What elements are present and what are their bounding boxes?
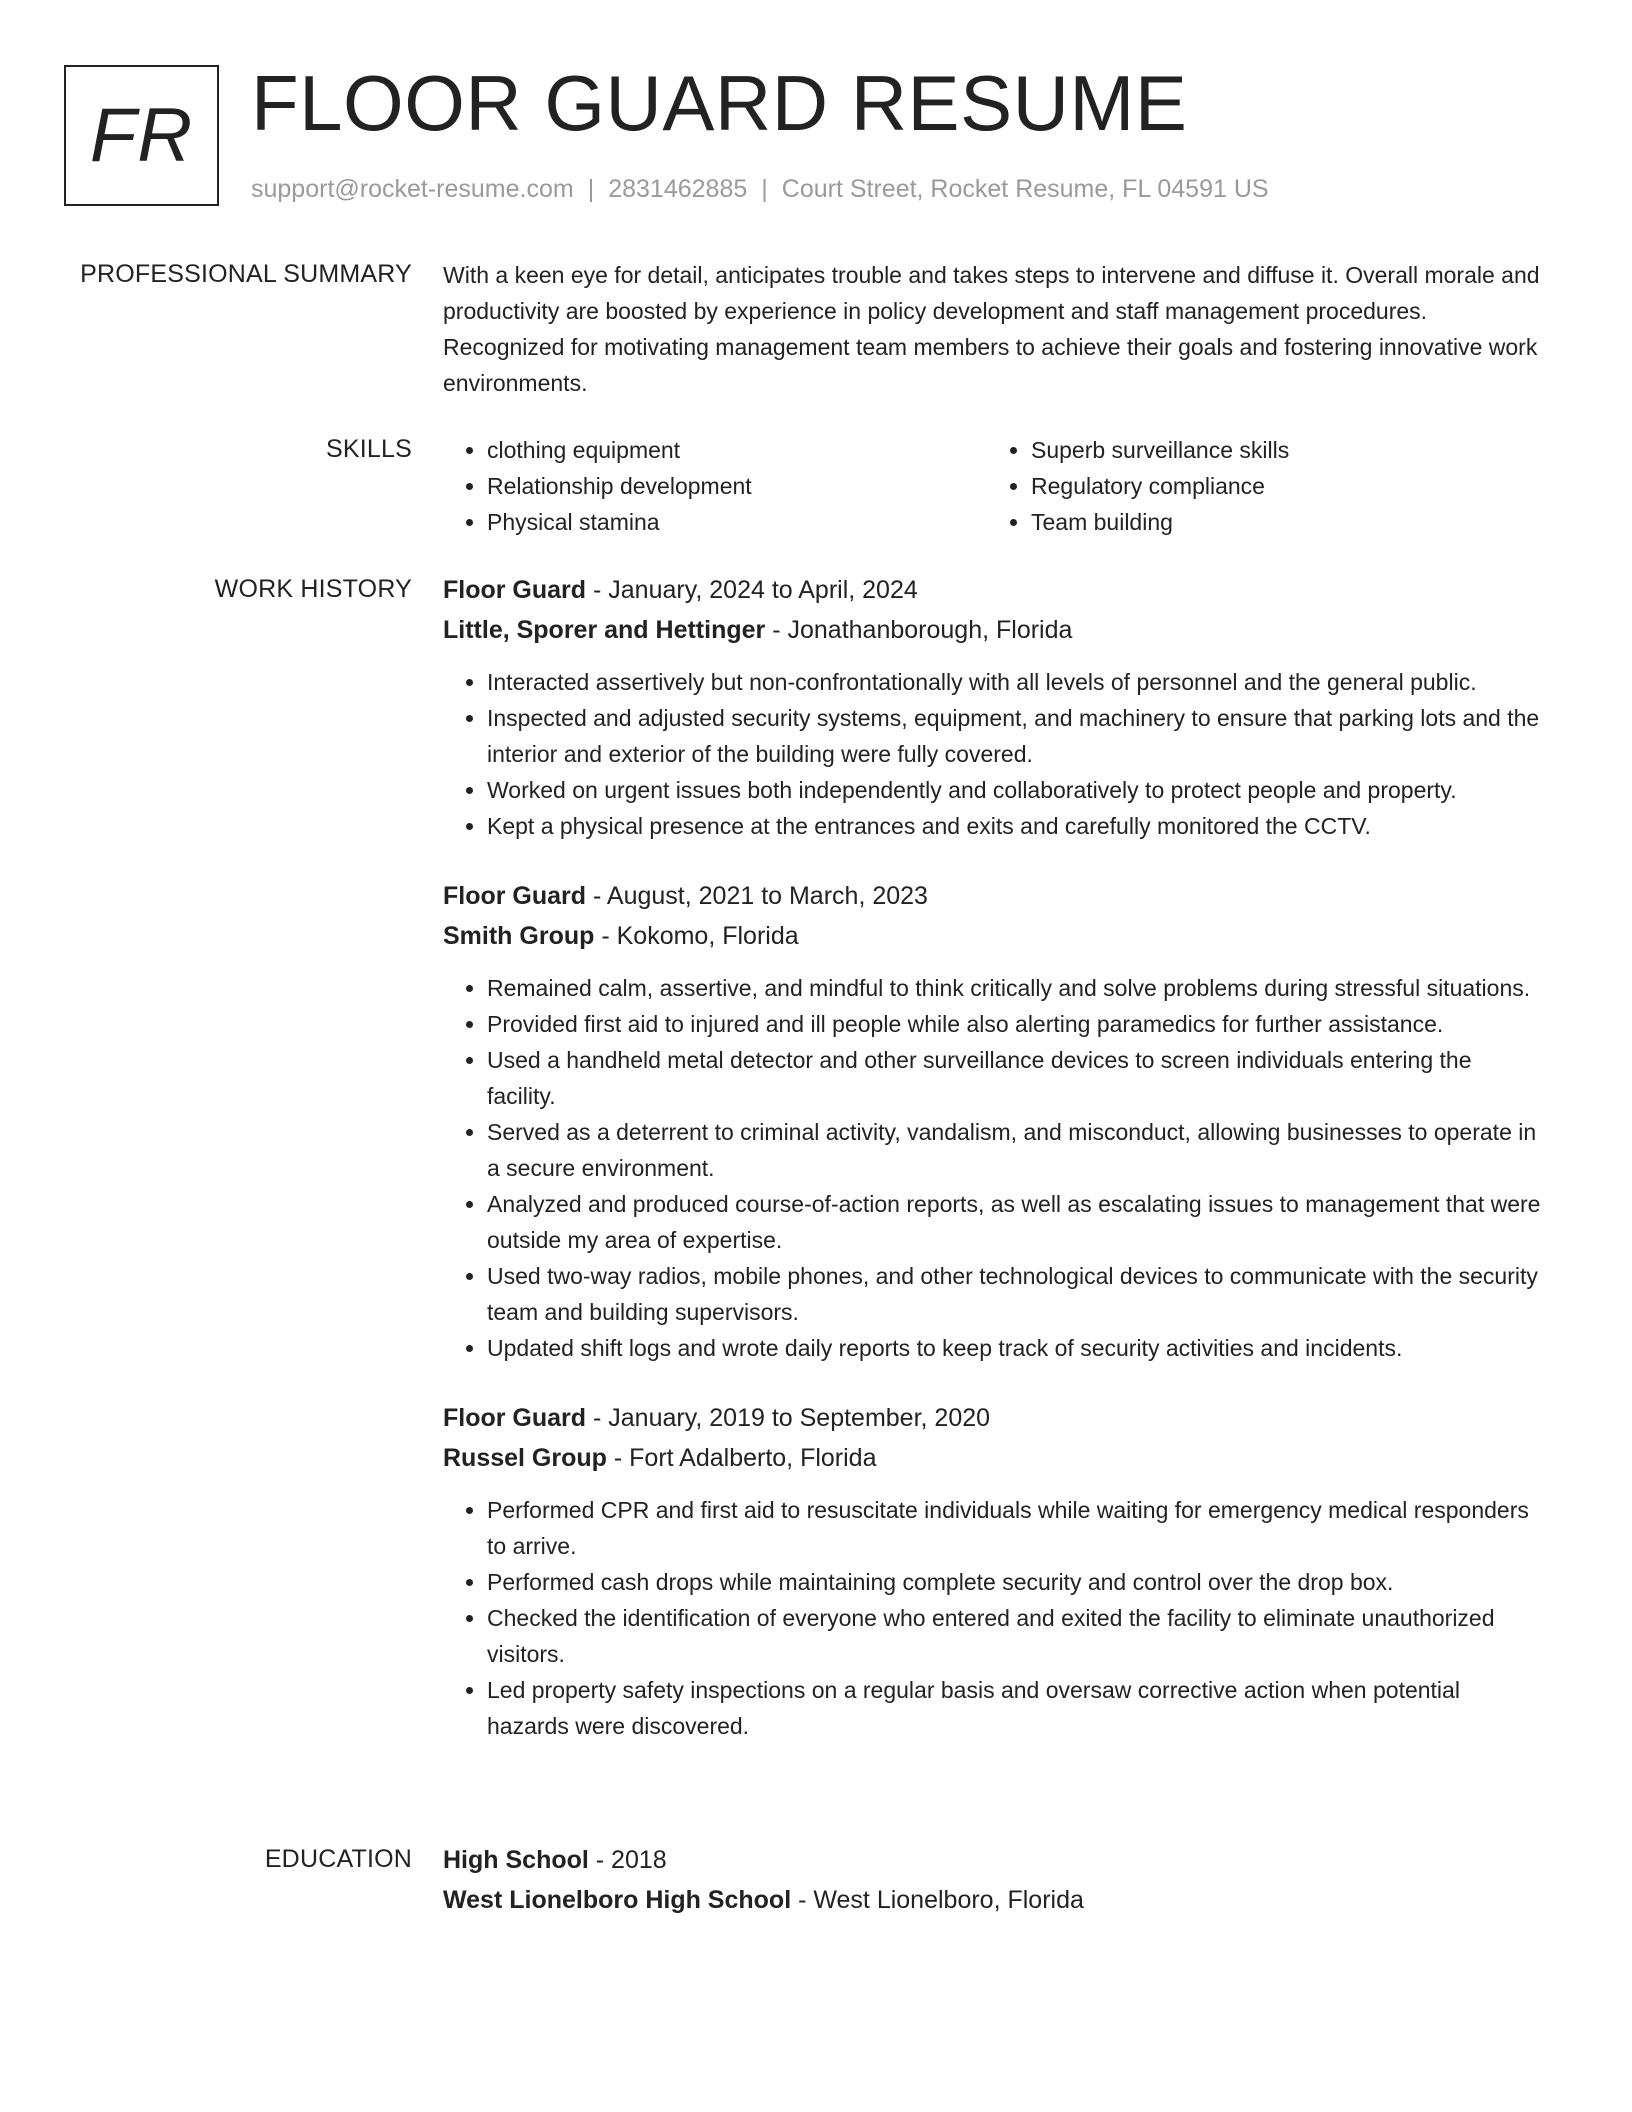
resume-title: FLOOR GUARD RESUME	[251, 59, 1188, 147]
dash: -	[586, 576, 609, 604]
job-bullet: • Led property safety inspections on a regular basis and oversaw corrective action when potential hazards were discovered.	[487, 1672, 1543, 1744]
job-location: Fort Adalberto, Florida	[629, 1444, 877, 1472]
job-bullet: • Served as a deterrent to criminal activity, vandalism, and misconduct, allowing businesses to operate in a secure environment.	[487, 1114, 1543, 1186]
skill-item: • Relationship development	[487, 468, 987, 504]
monogram-initials: FR	[89, 93, 194, 178]
job-location: Kokomo, Florida	[616, 922, 799, 950]
job-entry	[443, 878, 1543, 1366]
summary-body	[443, 257, 1543, 401]
job-company: Little, Sporer and Hettinger	[443, 616, 766, 644]
contact-address: Court Street, Rocket Resume, FL 04591 US	[781, 175, 1269, 203]
education-body	[443, 1842, 1543, 1918]
job-entry	[443, 1400, 1543, 1744]
job-entry	[443, 572, 1543, 844]
education-school-line	[443, 1882, 1543, 1918]
skill-item: • Regulatory compliance	[1031, 468, 1511, 504]
job-bullet: • Used two-way radios, mobile phones, and other technological devices to communicate with the security team and building supervisors.	[487, 1258, 1543, 1330]
work-history-heading: WORK HISTORY	[214, 575, 412, 603]
job-title-line	[443, 572, 1543, 608]
job-location: Jonathanborough, Florida	[787, 616, 1073, 644]
job-dates: August, 2021 to March, 2023	[606, 882, 928, 910]
job-title: Floor Guard	[443, 1404, 587, 1432]
monogram-box	[64, 65, 219, 206]
job-bullets	[443, 1492, 1543, 1744]
job-company: Smith Group	[443, 922, 595, 950]
dash: -	[765, 616, 788, 644]
summary-heading: PROFESSIONAL SUMMARY	[80, 260, 412, 288]
job-bullet: • Inspected and adjusted security systems, equipment, and machinery to ensure that parking lots and the interior and exterior of the building were fully covered.	[487, 700, 1543, 772]
job-company-line	[443, 918, 1543, 954]
job-company-line	[443, 1440, 1543, 1476]
education-year: 2018	[611, 1846, 667, 1874]
job-dates: January, 2024 to April, 2024	[608, 576, 918, 604]
education-degree: High School	[443, 1846, 589, 1874]
education-school: West Lionelboro High School	[443, 1886, 792, 1914]
job-bullet: • Kept a physical presence at the entrances and exits and carefully monitored the CCTV.	[487, 808, 1543, 844]
job-bullet: • Analyzed and produced course-of-action reports, as well as escalating issues to management that were outside my area of expertise.	[487, 1186, 1543, 1258]
job-bullet: • Used a handheld metal detector and other surveillance devices to screen individuals entering the facility.	[487, 1042, 1543, 1114]
work-history-body	[443, 572, 1543, 1778]
job-bullet: • Performed CPR and first aid to resuscitate individuals while waiting for emergency medical responders to arrive.	[487, 1492, 1543, 1564]
skill-item: • clothing equipment	[487, 432, 987, 468]
job-bullet: • Worked on urgent issues both independently and collaboratively to protect people and property.	[487, 772, 1543, 808]
dash: -	[586, 1404, 609, 1432]
job-company-line	[443, 612, 1543, 648]
contact-email: support@rocket-resume.com	[251, 175, 574, 203]
dash: -	[606, 1444, 630, 1472]
job-title: Floor Guard	[443, 576, 587, 604]
education-location: West Lionelboro, Florida	[813, 1886, 1084, 1914]
skill-item: • Superb surveillance skills	[1031, 432, 1511, 468]
job-bullet: • Updated shift logs and wrote daily reports to keep track of security activities and incidents.	[487, 1330, 1543, 1366]
dash: -	[588, 1846, 612, 1874]
contact-phone: 2831462885	[608, 175, 748, 203]
dash: -	[791, 1886, 814, 1914]
skills-heading: SKILLS	[326, 435, 412, 463]
skill-item: • Physical stamina	[487, 504, 987, 540]
job-bullets	[443, 664, 1543, 844]
education-degree-line	[443, 1842, 1543, 1878]
dash: -	[586, 882, 607, 910]
job-bullet: • Provided first aid to injured and ill people while also alerting paramedics for further assistance.	[487, 1006, 1543, 1042]
skills-column-right	[987, 432, 1511, 540]
contact-separator: |	[587, 175, 595, 203]
job-bullet: • Performed cash drops while maintaining complete security and control over the drop box.	[487, 1564, 1543, 1600]
job-title: Floor Guard	[443, 882, 587, 910]
contact-line	[251, 172, 1269, 206]
skills-column-left	[443, 432, 987, 540]
education-heading: EDUCATION	[264, 1845, 412, 1873]
job-bullet: • Interacted assertively but non-confrontationally with all levels of personnel and the general public.	[487, 664, 1543, 700]
job-bullets	[443, 970, 1543, 1366]
skill-item: • Team building	[1031, 504, 1511, 540]
job-dates: January, 2019 to September, 2020	[608, 1404, 991, 1432]
job-bullet: • Remained calm, assertive, and mindful to think critically and solve problems during stressful situations.	[487, 970, 1543, 1006]
contact-separator: |	[761, 175, 768, 203]
job-title-line	[443, 878, 1543, 914]
skills-list	[443, 432, 1543, 540]
summary-text: With a keen eye for detail, anticipates trouble and takes steps to intervene and diffuse it. Overall morale and productivity are boosted by experience in policy development and staff management procedures. Recognized for motivating management team members to achieve their goals and fostering innovative work environments.	[443, 262, 1540, 396]
job-title-line	[443, 1400, 1543, 1436]
dash: -	[594, 922, 617, 950]
job-company: Russel Group	[443, 1444, 607, 1472]
job-bullet: • Checked the identification of everyone who entered and exited the facility to eliminate unauthorized visitors.	[487, 1600, 1543, 1672]
